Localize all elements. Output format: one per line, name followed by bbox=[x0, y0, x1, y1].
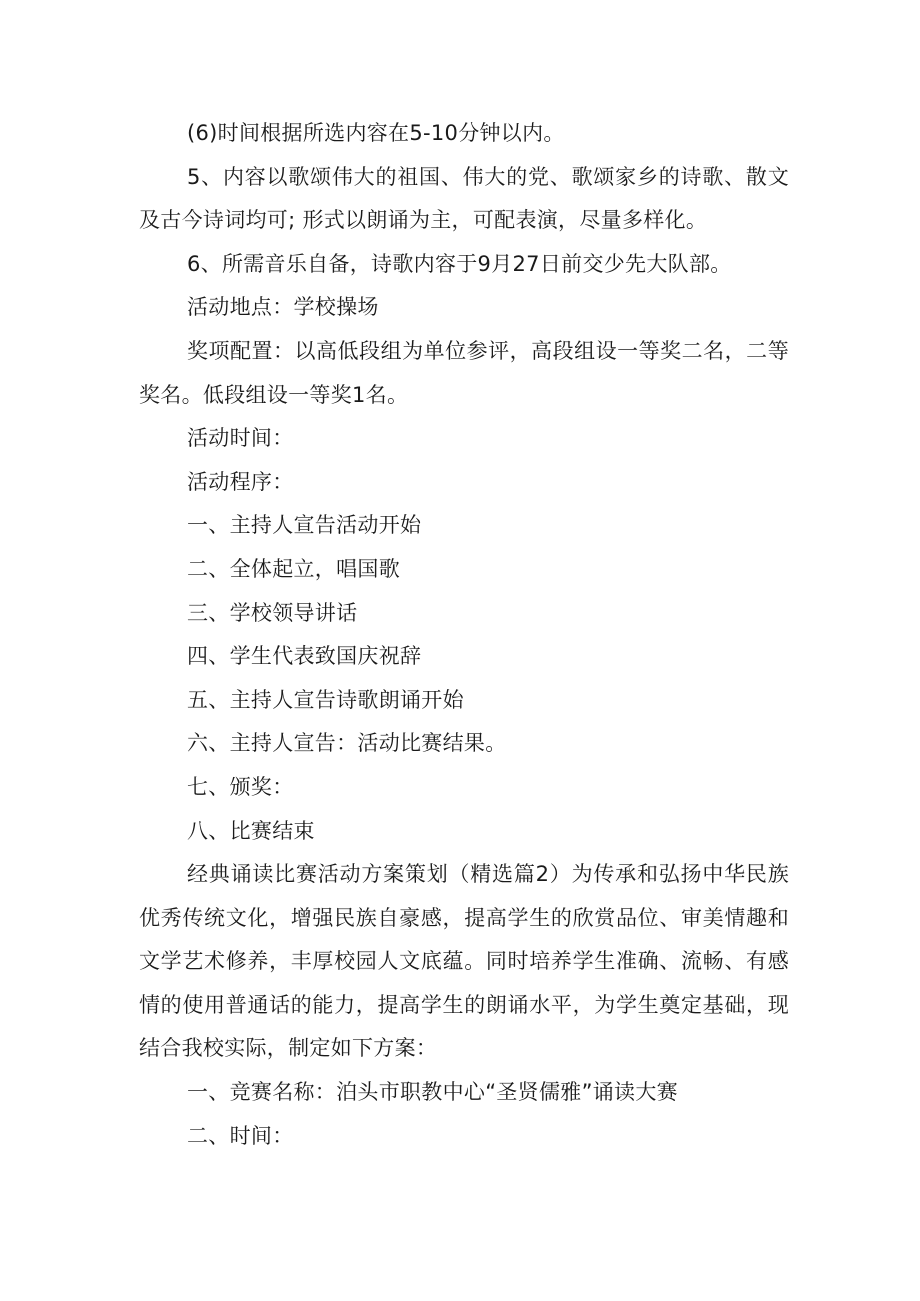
paragraph-competition-name: 一、竞赛名称：泊头市职教中心“圣贤儒雅”诵读大赛 bbox=[187, 1080, 678, 1105]
paragraph-location: 活动地点：学校操场 bbox=[187, 295, 379, 320]
program-step-1: 一、主持人宣告活动开始 bbox=[187, 513, 422, 538]
paragraph-activity-program: 活动程序： bbox=[187, 469, 294, 494]
program-step-4: 四、学生代表致国庆祝辞 bbox=[187, 644, 422, 669]
program-step-3: 三、学校领导讲话 bbox=[187, 600, 358, 625]
program-step-2: 二、全体起立，唱国歌 bbox=[187, 556, 400, 581]
document-body bbox=[139, 112, 789, 1158]
paragraph-content-rule: 5、内容以歌颂伟大的祖国、伟大的党、歌颂家乡的诗歌、散文及古今诗词均可; 形式以朗诵为主，可配表演，尽量多样化。 bbox=[139, 164, 789, 233]
program-step-7: 七、颁奖： bbox=[187, 774, 294, 799]
program-step-8: 八、比赛结束 bbox=[187, 818, 315, 843]
program-step-6: 六、主持人宣告：活动比赛结果。 bbox=[187, 731, 507, 756]
program-step-5: 五、主持人宣告诗歌朗诵开始 bbox=[187, 687, 464, 712]
paragraph-time: 二、时间： bbox=[187, 1123, 294, 1148]
paragraph-awards: 奖项配置：以高低段组为单位参评，高段组设一等奖二名，二等奖名。低段组设一等奖1名。 bbox=[139, 338, 789, 407]
paragraph-duration: (6)时间根据所选内容在5-10分钟以内。 bbox=[187, 121, 565, 145]
paragraph-activity-time: 活动时间： bbox=[187, 426, 294, 451]
paragraph-music-rule: 6、所需音乐自备，诗歌内容于9月27日前交少先大队部。 bbox=[187, 251, 732, 276]
paragraph-plan-2-intro: 经典诵读比赛活动方案策划（精选篇2）为传承和弘扬中华民族优秀传统文化，增强民族自豪感，提高学生的欣赏品位、审美情趣和文学艺术修养，丰厚校园人文底蕴。同时培养学生准确、流畅、有感情的使用普通话的能力，提高学生的朗诵水平，为学生奠定基础，现结合我校实际，制定如下方案： bbox=[139, 862, 789, 1061]
